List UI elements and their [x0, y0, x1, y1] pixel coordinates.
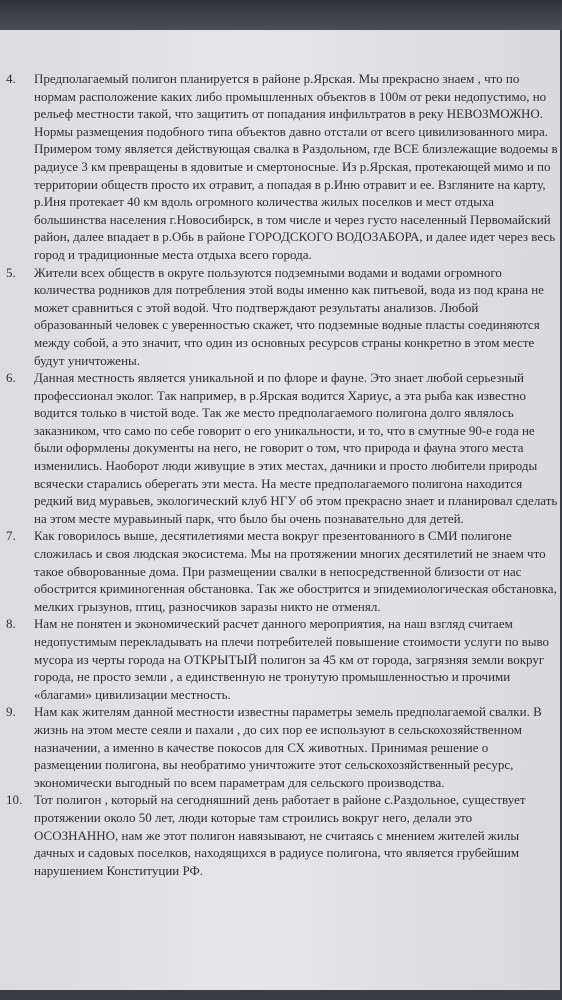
text-line: Нам как жителям данной местности известны параметры земель предполагаемой свалки. В	[34, 704, 542, 720]
text-line: города, не просто земли , а единственную не тронутую промышленностью и прочими	[34, 669, 511, 685]
text-line: Тот полигон , который на сегодняшний день работает в районе с.Раздольное, существует	[34, 792, 526, 808]
list-item	[6, 70, 560, 264]
text-line: водится только в чистой воде. Так же место предполагаемого полигона долго являлось	[34, 405, 514, 421]
text-line: Нормы размещения подобного типа объектов давно отстали от всего цивилизованного мира.	[34, 123, 549, 139]
text-line: радиусе 3 км превращены в ядовитые и смертоносные. Из р.Ярская, протекающей мимо и по	[34, 158, 551, 174]
text-line: Как говорилось выше, десятилетиями места вокруг презентованного в СМИ полигоне	[34, 528, 512, 544]
item-number: 7.	[6, 528, 16, 544]
text-line: «благами» цивилизации местность.	[34, 686, 231, 702]
item-number: 8.	[6, 616, 16, 632]
text-line: большинства населения г.Новосибирск, в том числе и через густо населенный Первомайский	[34, 211, 551, 227]
text-line: дачных и садовых поселков, находящихся в радиусе полигона, что является грубейшим	[34, 845, 520, 861]
text-line: ОСОЗНАННО, нам же этот полигон навязывают, не считаясь с мнением жителей жилы	[34, 827, 520, 843]
list-item	[6, 703, 560, 791]
text-line: Жители всех обществ в округе пользуются подземными водами и водами огромного	[34, 264, 502, 280]
text-line: назначении, а именно в качестве покосов для СХ животных. Принимая решение о	[34, 739, 489, 755]
list-item	[6, 527, 560, 615]
item-number: 5.	[6, 264, 16, 280]
background-edge	[0, 0, 562, 30]
text-line: заказником, что само по себе говорит о его уникальности, и то, что в смутные 90-е года не	[34, 422, 535, 438]
numbered-list	[6, 70, 560, 879]
text-line: Примером тому является действующая свалка в Раздольном, где ВСЕ близлежащие водоемы в	[34, 141, 558, 157]
text-line: профессионал эколог. Так например, в р.Ярская водится Хариус, а эта рыба как известно	[34, 387, 526, 403]
list-item	[6, 369, 560, 527]
text-line: может сравниться с этой водой. Что подтверждают результаты анализов. Любой	[34, 299, 479, 315]
item-number: 4.	[6, 71, 16, 86]
text-line: размещении полигона, вы необратимо уничтожите этот сельскохозяйственный ресурс,	[34, 757, 514, 773]
text-line: сложилась и своя людская экосистема. Мы на протяжении многих десятилетий не знаем что	[34, 546, 546, 562]
text-line: были оформлены документы на него, не говорит о том, что природа и фауна этого места	[34, 440, 524, 456]
item-number: 10.	[6, 792, 23, 808]
list-item	[6, 264, 560, 370]
item-number: 6.	[6, 370, 16, 386]
item-number: 9.	[6, 704, 16, 720]
text-line: количества родников для потребления этой воды именно как питьевой, вода из под крана не	[34, 282, 544, 298]
text-line: такое обворованные дома. При размещении свалки в непосредственной близости от нас	[34, 563, 522, 579]
text-line: на этом месте муравьиный парк, что было бы очень познавательно для детей.	[34, 510, 464, 526]
text-line: Данная местность является уникальной и по флоре и фауне. Это знает любой серьезный	[34, 370, 525, 386]
paper-sheet	[0, 30, 560, 990]
text-line: протяжении около 50 лет, люди которые там строились вокруг него, делали это	[34, 809, 473, 825]
text-line: район, далее впадает в р.Обь в районе ГОРОДСКОГО ВОДОЗАБОРА, и далее идет через весь	[34, 229, 556, 245]
text-line: Нам не понятен и экономический расчет данного мероприятия, на наш взгляд считаем	[34, 616, 513, 632]
text-line: редкий вид муравьев, экологический клуб НГУ об этом прекрасно знает и планировал сделать	[34, 493, 558, 509]
text-line: нормам расположение каких либо промышленных объектов в 100м от реки недопустимо, но	[34, 88, 547, 104]
text-line: территории обществ просто их отравит, а попадая в р.Иню отравит и ее. Взгляните на карту,	[34, 176, 546, 192]
text-line: образованный человек с уверенностью скажет, что подземные водные пласты соединяются	[34, 317, 540, 333]
text-line: будут уничтожены.	[34, 352, 141, 368]
text-line: экономически выгодный по всем параметрам для сельского производства.	[34, 774, 445, 790]
text-line: р.Иня протекает 40 км вдоль огромного количества жилых поселков и мест отдыха	[34, 194, 495, 210]
text-line: нарушением Конституции РФ.	[34, 862, 204, 878]
text-line: жизнь на этом месте сеяли и пахали , до сих пор ее используют в сельскохозяйственном	[34, 721, 522, 737]
text-line: обострится криминогенная обстановка. Так же обострится и эпидемиологическая обстановка,	[34, 581, 557, 597]
text-line: между собой, а это значит, что один из основных ресурсов страны конкретно в этом месте	[34, 334, 535, 350]
text-line: Предполагаемый полигон планируется в районе р.Ярская. Мы прекрасно знаем , что по	[34, 71, 520, 86]
text-line: город и традиционные места отдыха всего города.	[34, 246, 312, 262]
list-item	[6, 791, 560, 879]
text-line: рельеф местности такой, что защитить от попадания инфильтратов в реку НЕВОЗМОЖНО.	[34, 106, 543, 122]
text-line: мелких грызунов, птиц, разносчиков заразы никто не отменял.	[34, 598, 381, 614]
text-line: всячески старались оберегать эти места. На месте предполагаемого полигона находится	[34, 475, 523, 491]
text-line: недопустимым перекладывать на плечи потребителей повышение стоимости услуги по выво	[34, 634, 550, 649]
text-line: изменились. Наоборот люди живущие в этих местах, дачники и просто любители природы	[34, 458, 538, 474]
text-line: мусора из черты города на ОТКРЫТЫЙ полигон за 45 км от города, загрязняя земли вокруг	[34, 651, 545, 667]
list-item	[6, 615, 560, 703]
